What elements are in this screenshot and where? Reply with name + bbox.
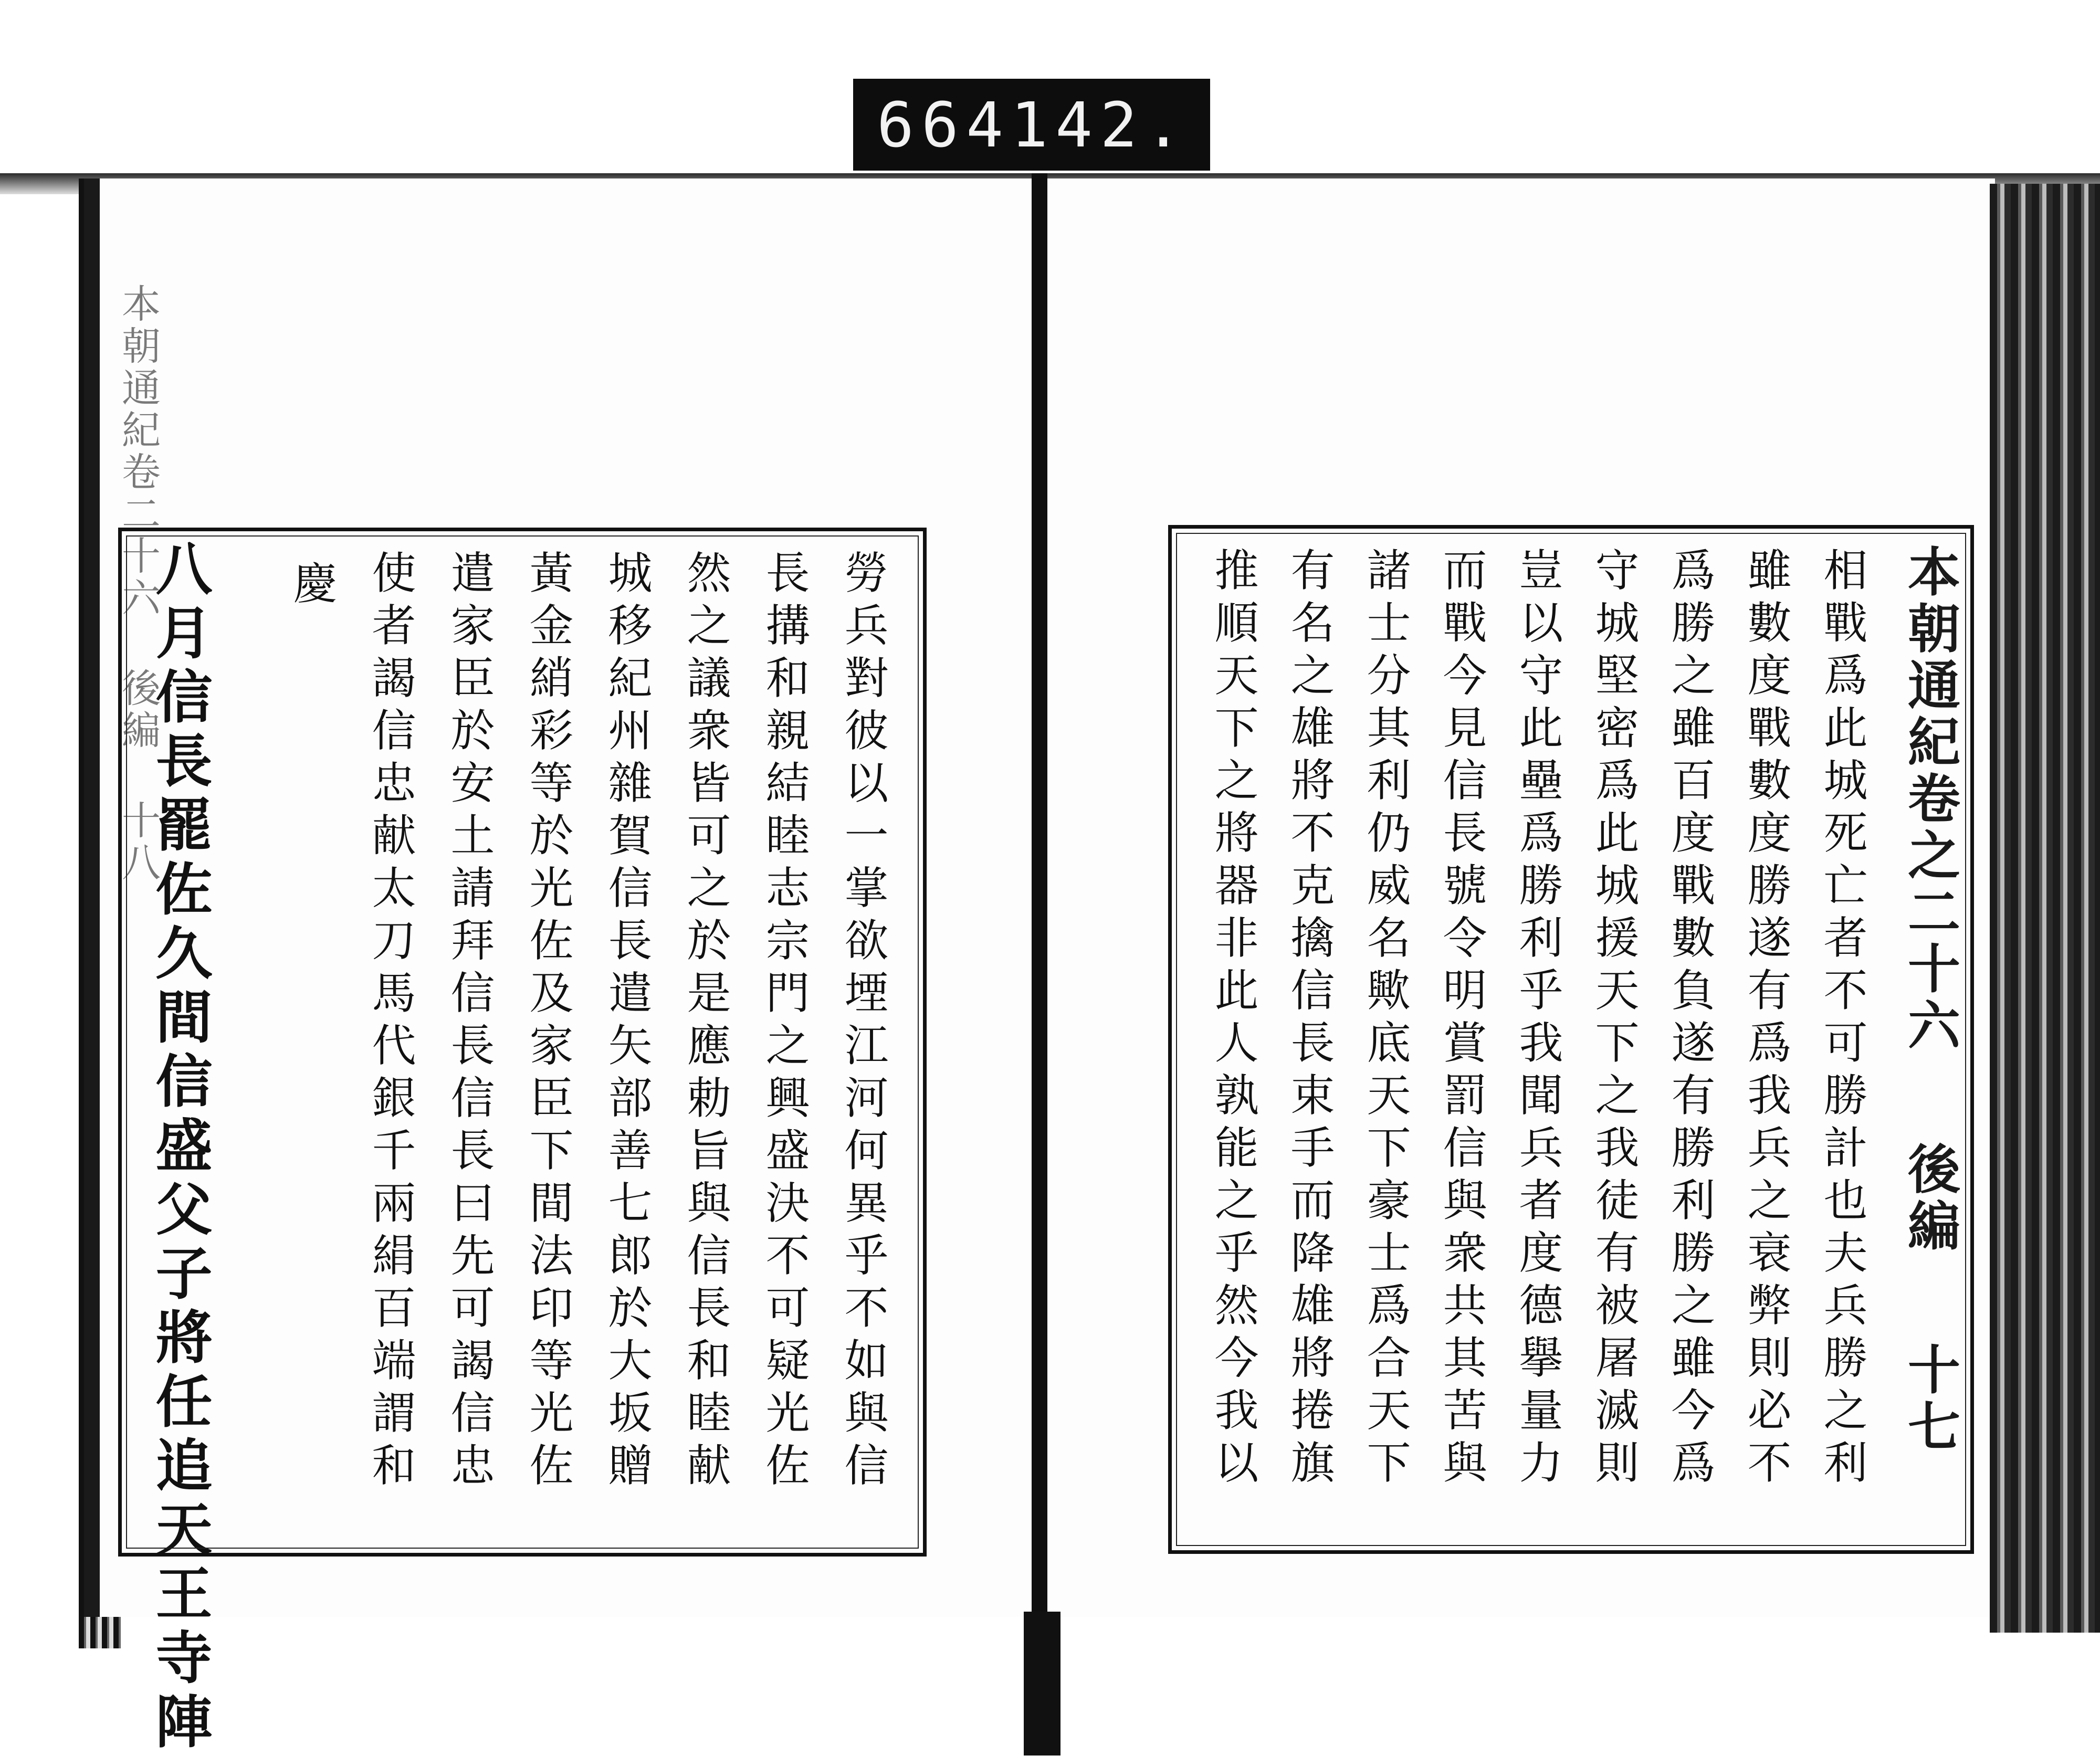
volume-heading	[1892, 544, 1968, 1456]
text-column: 諸士分其利仍威名歟底天下豪士爲合天下	[1360, 547, 1411, 1492]
text-column: 黃金綃彩等於光佐及家臣下間法印等光佐	[522, 550, 574, 1495]
book-gutter	[1032, 173, 1047, 1755]
text-column: 爲勝之雖百度戰數負遂有勝利勝之雖今爲	[1664, 547, 1716, 1492]
text-column: 城移紀州雜賀信長遣矢部善七郎於大坂贈	[601, 550, 653, 1495]
text-column: 雖數度戰數度勝遂有爲我兵之衰弊則必不	[1740, 547, 1792, 1492]
volume-title: 本朝通紀卷之二十六	[1899, 544, 1961, 1055]
text-column: 而戰今見信長號令明賞罰信與衆共其苦與	[1436, 547, 1487, 1492]
text-column: 推順天下之將器非此人孰能之乎然今我以	[1208, 547, 1259, 1492]
text-column: 慶	[286, 560, 338, 613]
right-text-frame	[1168, 525, 1974, 1554]
reel-number: 664	[877, 88, 1011, 161]
left-page-spine-title: 本朝通紀卷二十六 後編 十八	[116, 283, 161, 884]
text-column: 然之議衆皆可之於是應勅旨與信長和睦献	[680, 550, 731, 1495]
text-column: 長搆和親結睦志宗門之興盛決不可疑光佐	[759, 550, 810, 1495]
microfilm-frame-label	[853, 79, 1210, 171]
text-column: 勞兵對彼以一掌欲堙江河何異乎不如與信	[837, 550, 889, 1495]
text-column: 有名之雄將不克擒信長束手而降雄將捲旗	[1284, 547, 1335, 1492]
text-column: 使者謁信忠献太刀馬代銀千兩絹百端謂和	[365, 550, 416, 1495]
gutter-shadow	[1024, 1612, 1060, 1755]
entry-heading-column: 八月信長罷佐久間信盛父子將任追天王寺陣	[146, 539, 212, 1756]
right-book-edge	[1990, 184, 2100, 1633]
frame-number: 142.	[1011, 88, 1190, 161]
left-text-frame	[118, 528, 927, 1756]
folio-number: 十七	[1899, 1342, 1961, 1456]
text-column: 守城堅密爲此城援天下之我徒有被屠滅則	[1588, 547, 1640, 1492]
text-column: 遣家臣於安土請拜信長信長曰先可謁信忠	[444, 550, 495, 1495]
text-column: 豈以守此壘爲勝利乎我聞兵者度德擧量力	[1512, 547, 1563, 1492]
volume-section: 後編	[1899, 1142, 1961, 1255]
text-column: 相戰爲此城死亡者不可勝計也夫兵勝之利	[1816, 547, 1868, 1492]
